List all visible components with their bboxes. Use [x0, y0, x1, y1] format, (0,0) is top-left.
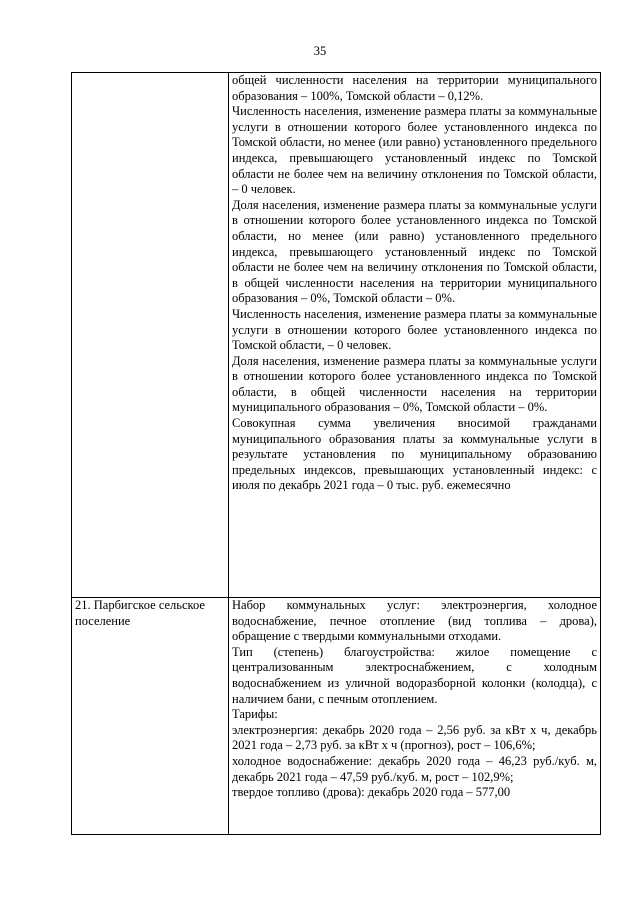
page-number: 35 [313, 44, 327, 58]
paragraph: Численность населения, изменение размера платы за коммунальные услуги в отношении которого более установленного индекса по Томской области, но менее (или равно) установленного предельного индекса, превышающего установленный индекс по Томской области не более чем на величину отклонения по Томской области, – 0 человек. [232, 104, 597, 197]
paragraph: холодное водоснабжение: декабрь 2020 года – 46,23 руб./куб. м, декабрь 2021 года – 47,59 руб./куб. м, рост – 102,9%; [232, 753, 597, 784]
paragraph: твердое топливо (дрова): декабрь 2020 года – 577,00 [232, 785, 511, 800]
description-cell [229, 598, 601, 835]
paragraph: Численность населения, изменение размера платы за коммунальные услуги в отношении которого более установленного индекса по Томской области, – 0 человек. [232, 306, 597, 353]
paragraph: Совокупная сумма увеличения вносимой гражданами муниципального образования платы за коммунальные услуги в результате установления по муниципальному образованию предельных индексов, превышающих установленный индекс: с июля по декабрь 2021 года – 0 тыс. руб. ежемесячно [232, 416, 597, 493]
paragraph: Тарифы: [232, 707, 278, 722]
table-row [72, 73, 601, 598]
description-content [232, 598, 597, 834]
paragraph: Доля населения, изменение размера платы за коммунальные услуги в отношении которого более установленного индекса по Томской области, в общей численности населения на территории муниципального образования – 0%, Томской области – 0%. [232, 353, 597, 415]
paragraph: Набор коммунальных услуг: электроэнергия, холодное водоснабжение, печное отопление (вид топлива – дрова), обращение с твердыми коммунальными отходами. [232, 598, 597, 644]
description-cell [229, 73, 601, 598]
paragraph: общей численности населения на территории муниципального образования – 100%, Томской области – 0,12%. [232, 73, 597, 103]
paragraph: электроэнергия: декабрь 2020 года – 2,56 руб. за кВт х ч, декабрь 2021 года – 2,73 руб. за кВт х ч (прогноз), рост – 106,6%; [232, 722, 597, 753]
document-table [71, 72, 601, 835]
municipality-cell: 21. Парбигское сельское поселение [72, 598, 229, 835]
paragraph: Доля населения, изменение размера платы за коммунальные услуги в отношении которого более установленного индекса по Томской области, но менее (или равно) установленного предельного индекса, превышающего установленный индекс по Томской области не более чем на величину отклонения по Томской области, в общей численности населения на территории муниципального образования – 0%, Томской области – 0%. [232, 197, 597, 306]
paragraph: Тип (степень) благоустройства: жилое помещение с централизованным электроснабжением, с холодным водоснабжением из уличной водоразборной колонки (колодца), с наличием бани, с печным отоплением. [232, 644, 597, 706]
municipality-cell [72, 73, 229, 598]
table-row [72, 598, 601, 835]
